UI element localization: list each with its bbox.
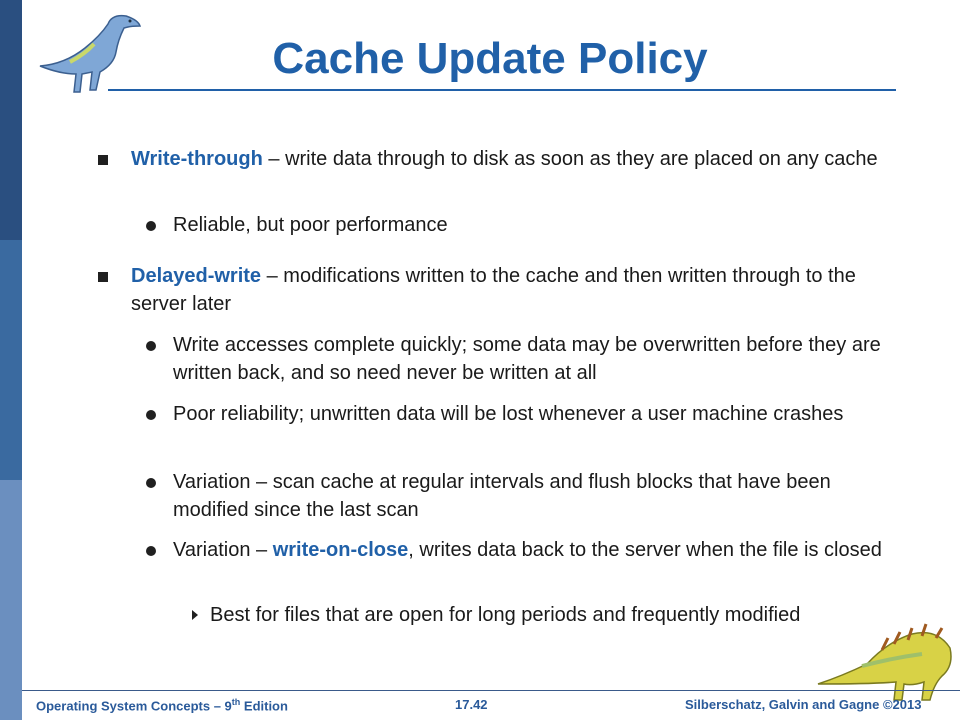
dinosaur-top-left-icon	[30, 6, 150, 96]
sub-bullet-reliable: Reliable, but poor performance	[173, 214, 448, 236]
side-band	[0, 0, 22, 720]
term-write-through: Write-through	[131, 148, 263, 170]
bullet-text: , writes data back to the server when the file is closed	[408, 539, 882, 561]
arrow-bullet-icon	[192, 610, 198, 620]
footer-book-title	[36, 697, 288, 713]
sub-bullet-poor-reliability: Poor reliability; unwritten data will be lost whenever a user machine crashes	[173, 403, 844, 425]
square-bullet-icon	[98, 155, 108, 165]
term-write-on-close: write-on-close	[272, 539, 409, 561]
sub-sub-bullet-best-for-files: Best for files that are open for long periods and frequently modified	[210, 604, 801, 626]
bullet-delayed-write	[131, 262, 891, 318]
bullet-text: – write data through to disk as soon as they are placed on any cache	[262, 148, 878, 170]
slide-number: 17.42	[455, 697, 488, 712]
band-segment-light	[0, 480, 22, 720]
sub-bullet-variation-write-on-close	[173, 536, 893, 564]
square-bullet-icon	[98, 272, 108, 282]
sub-bullet-write-accesses: Write accesses complete quickly; some data may be overwritten before they are written back, and so need never be written at all	[173, 334, 881, 384]
round-bullet-icon	[146, 410, 156, 420]
footer-edition-superscript: th	[231, 697, 241, 707]
footer-rule	[22, 690, 960, 691]
footer-book-title-text: Operating System Concepts – 9	[36, 698, 232, 714]
bullet-write-through	[131, 145, 891, 173]
sub-bullet-variation-scan: Variation – scan cache at regular intervals and flush blocks that have been modified since the last scan	[173, 471, 831, 521]
title-underline	[108, 89, 896, 91]
footer-edition-label: Edition	[240, 698, 288, 714]
round-bullet-icon	[146, 478, 156, 488]
bullet-text: – modifications written to the cache and then written through to the server later	[131, 265, 856, 315]
footer-copyright: Silberschatz, Galvin and Gagne ©2013	[685, 697, 922, 712]
round-bullet-icon	[146, 546, 156, 556]
round-bullet-icon	[146, 221, 156, 231]
band-segment-mid	[0, 240, 22, 480]
round-bullet-icon	[146, 341, 156, 351]
band-segment-dark	[0, 0, 22, 240]
bullet-text: Variation –	[173, 539, 273, 561]
page-title: Cache Update Policy	[272, 34, 708, 83]
term-delayed-write: Delayed-write	[131, 265, 262, 287]
